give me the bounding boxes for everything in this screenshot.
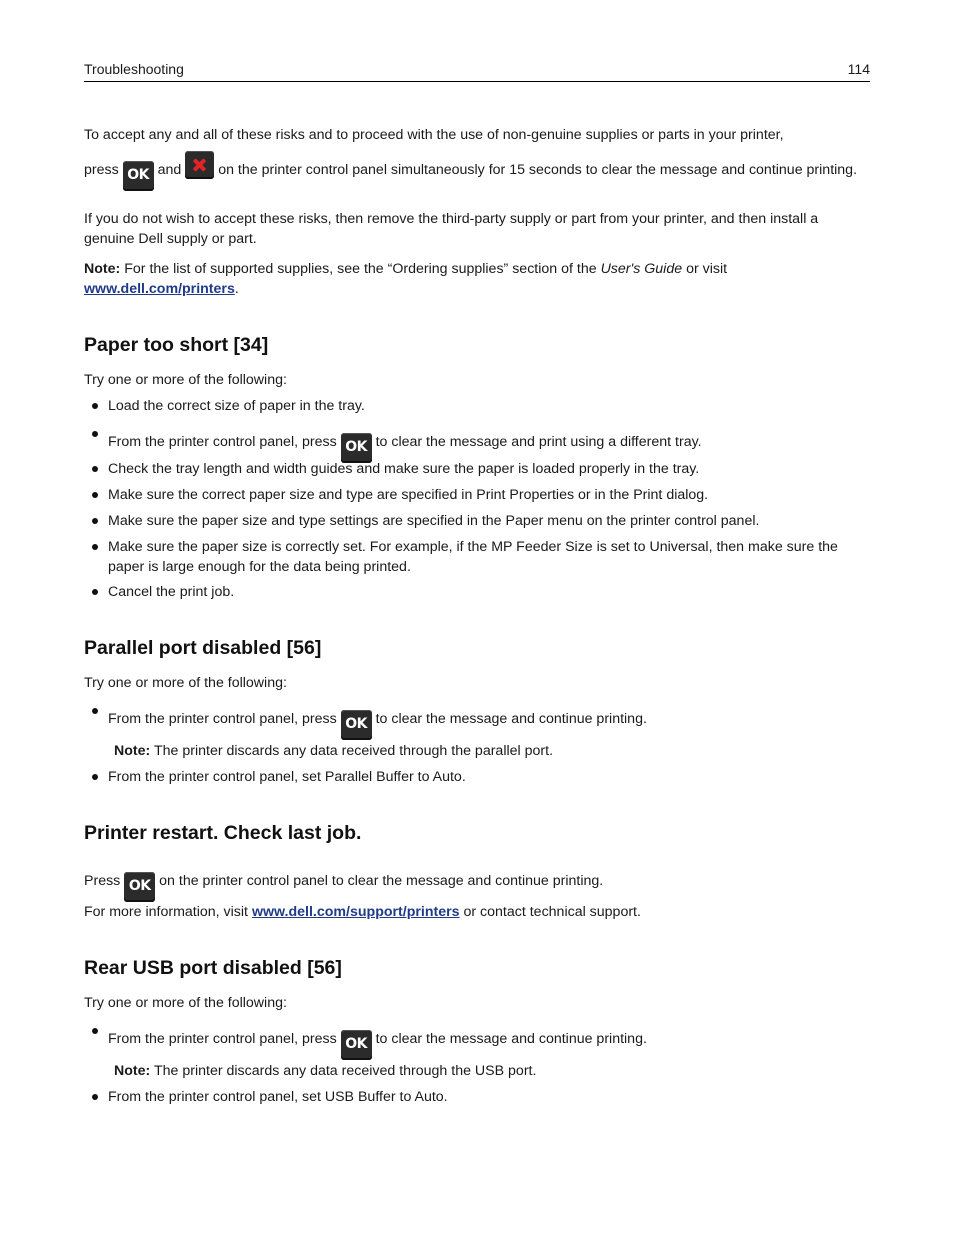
- ok-button-icon: OK: [341, 710, 372, 740]
- note-text: The printer discards any data received through the USB port.: [153, 1063, 537, 1079]
- ok-button-icon: OK: [341, 1030, 372, 1060]
- list-item-text: to clear the message and continue printing.: [375, 1031, 647, 1047]
- list-item: [108, 424, 870, 463]
- list-item: From the printer control panel, set USB Buffer to Auto.: [108, 1087, 870, 1107]
- note-label: Note:: [84, 261, 121, 277]
- page-number: 114: [847, 61, 870, 77]
- list-item: Cancel the print job.: [108, 582, 870, 602]
- list-item-text: to clear the message and print using a different tray.: [375, 434, 702, 450]
- dell-printers-link[interactable]: www.dell.com/printers: [84, 281, 235, 297]
- section-title-parallel-port-disabled: Parallel port disabled [56]: [84, 637, 322, 659]
- section-lead: Try one or more of the following:: [84, 995, 287, 1011]
- note-text: For the list of supported supplies, see the “Ordering supplies” section of the: [124, 261, 597, 277]
- list-item: [108, 701, 870, 740]
- intro-text: press: [84, 162, 119, 178]
- ok-button-icon: OK: [341, 433, 372, 463]
- list-note: [114, 741, 553, 761]
- list-item: Load the correct size of paper in the tray.: [108, 396, 870, 416]
- paragraph-text: or contact technical support.: [463, 904, 641, 920]
- note-text: or visit: [686, 261, 728, 277]
- paragraph-text: on the printer control panel to clear the message and continue printing.: [159, 873, 604, 889]
- list-item-text: From the printer control panel, press: [108, 434, 337, 450]
- page-header: [84, 60, 870, 82]
- section-paragraph: [84, 863, 870, 902]
- paragraph-text: For more information, visit: [84, 904, 248, 920]
- intro-text: If you do not wish to accept these risks, then remove the third-party supply or part from your printer, and then install a genuine Dell supply or part.: [84, 211, 819, 247]
- ok-button-icon: OK: [123, 161, 154, 191]
- section-paragraph: [84, 902, 870, 922]
- intro-text: on the printer control panel simultaneously for 15 seconds to clear the message and continue printing.: [218, 162, 858, 178]
- note-label: Note:: [114, 743, 151, 759]
- list-item: Make sure the correct paper size and type are specified in Print Properties or in the Print dialog.: [108, 485, 870, 505]
- note-label: Note:: [114, 1063, 151, 1079]
- list-item: Check the tray length and width guides and make sure the paper is loaded properly in the tray.: [108, 459, 870, 479]
- note-end: .: [234, 281, 239, 297]
- list-item: Make sure the paper size is correctly set. For example, if the MP Feeder Size is set to Universal, then make sure the paper is large enough for the data being printed.: [108, 537, 870, 577]
- list-item-text: to clear the message and continue printing.: [375, 711, 647, 727]
- section-title-paper-too-short: Paper too short [34]: [84, 334, 269, 356]
- list-note: [114, 1061, 536, 1081]
- list-item: Make sure the paper size and type settings are specified in the Paper menu on the printer control panel.: [108, 511, 870, 531]
- header-section-title: Troubleshooting: [84, 61, 184, 77]
- section-title-printer-restart: Printer restart. Check last job.: [84, 822, 362, 844]
- note-italic: User's Guide: [600, 261, 683, 277]
- intro-note: [84, 259, 870, 299]
- intro-paragraph-1-cont: [84, 151, 870, 191]
- intro-paragraph-2: [84, 209, 870, 249]
- intro-text: and: [157, 162, 182, 178]
- ok-button-icon: OK: [124, 872, 155, 902]
- section-title-rear-usb-port-disabled: Rear USB port disabled [56]: [84, 957, 342, 979]
- dell-support-printers-link[interactable]: www.dell.com/support/printers: [251, 904, 460, 920]
- note-text: The printer discards any data received through the parallel port.: [153, 743, 554, 759]
- list-item: From the printer control panel, set Parallel Buffer to Auto.: [108, 767, 870, 787]
- list-item-text: From the printer control panel, press: [108, 711, 337, 727]
- list-item: [108, 1021, 870, 1060]
- paragraph-text: Press: [84, 873, 121, 889]
- stop-x-button-icon: [185, 151, 214, 179]
- intro-text: To accept any and all of these risks and to proceed with the use of non-genuine supplies or parts in your printer,: [84, 127, 784, 143]
- intro-paragraph-1: [84, 125, 870, 145]
- section-lead: Try one or more of the following:: [84, 372, 287, 388]
- section-lead: Try one or more of the following:: [84, 675, 287, 691]
- list-item-text: From the printer control panel, press: [108, 1031, 337, 1047]
